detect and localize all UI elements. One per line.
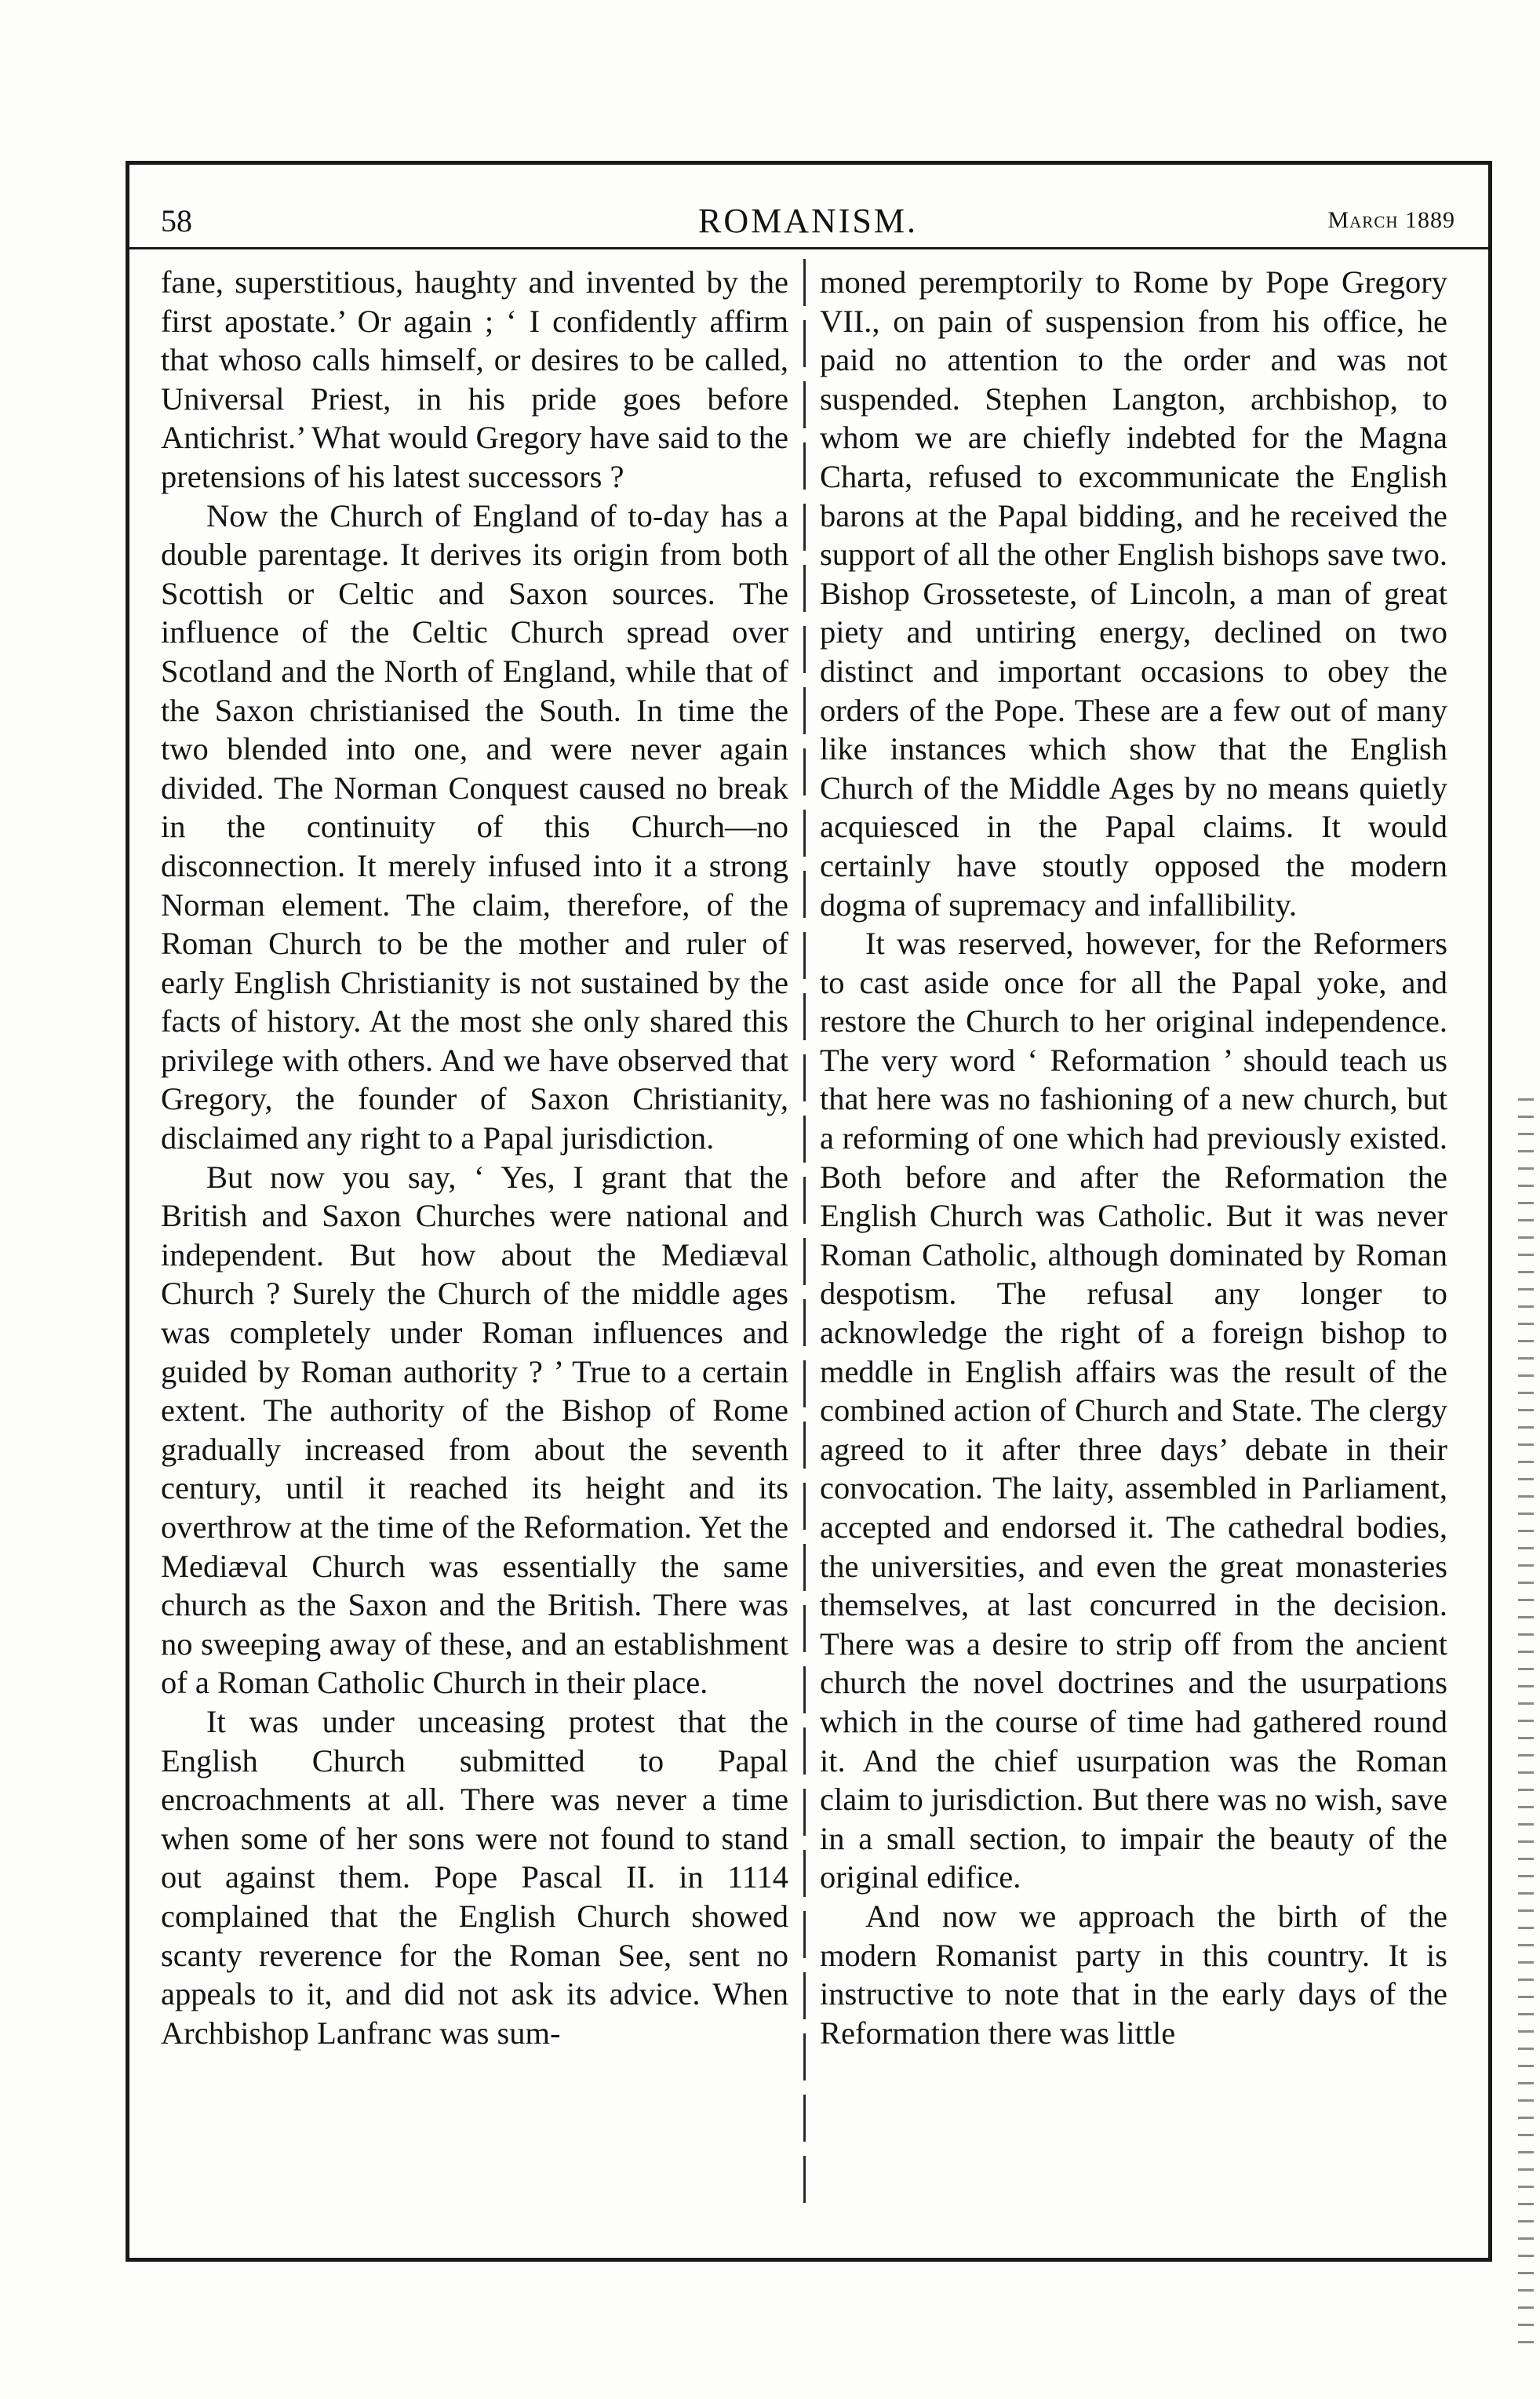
header-rule xyxy=(126,247,1492,249)
paragraph: And now we approach the birth of the modern Romanist party in this country. It is instructive to note that in the early days of the Reformation there was little xyxy=(820,1898,1447,2051)
frame-left-rule xyxy=(126,161,129,2262)
running-title: ROMANISM. xyxy=(697,202,919,240)
left-column xyxy=(161,263,788,2052)
paragraph: But now you say, ‘ Yes, I grant that the British and Saxon Churches were national and independent. But how about the Mediæval Church ? Surely the Church of the middle ages was completely under Roman influences and guided by Roman authority ? ’ True to a certain extent. The authority of the Bishop of Rome gradually increased from about the seventh century, until it reached its height and its overthrow at the time of the Reformation. Yet the Mediæval Church was essentially the same church as the Saxon and the British. There was no sweeping away of these, and an establishment of a Roman Catholic Church in their place. xyxy=(161,1159,788,1701)
frame-bottom-rule xyxy=(126,2258,1492,2262)
page-header xyxy=(161,196,1455,243)
page-number: 58 xyxy=(161,203,192,238)
frame-right-rule xyxy=(1488,161,1492,2262)
column-divider xyxy=(803,259,806,2204)
issue-date: March 1889 xyxy=(1327,207,1455,233)
frame-top-rule xyxy=(126,161,1492,165)
right-column xyxy=(820,263,1447,2052)
paragraph: It was reserved, however, for the Reformers to cast aside once for all the Papal yoke, and restore the Church to her original independence. The very word ‘ Reformation ’ should teach us that here was no fashioning of a new church, but a reforming of one which had previously existed. Both before and after the Reformation the English Church was Catholic. But it was never Roman Catholic, although dominated by Roman despotism. The refusal any longer to acknowledge the right of a foreign bishop to meddle in English affairs was the result of the combined action of Church and State. The clergy agreed to it after three days’ debate in their convocation. The laity, assembled in Parliament, accepted and endorsed it. The cathedral bodies, the universities, and even the great monasteries themselves, at last concurred in the decision. There was a desire to strip off from the ancient church the novel doctrines and the usurpations which in the course of time had gathered round it. And the chief usurpation was the Roman claim to jurisdiction. But there was no wish, save in a small section, to impair the beauty of the original edifice. xyxy=(820,926,1447,1895)
scan-edge-marks xyxy=(1518,1098,1534,2353)
paragraph: It was under unceasing protest that the English Church submitted to Papal encroachments at all. There was never a time when some of her sons were not found to stand out against them. Pope Pascal II. in 1114 complained that the English Church showed scanty reverence for the Roman See, sent no appeals to it, and did not ask its advice. When Archbishop Lanfranc was sum- xyxy=(161,1703,788,2051)
paragraph: moned peremptorily to Rome by Pope Gregory VII., on pain of suspension from his office, he paid no attention to the order and was not suspended. Stephen Langton, archbishop, to whom we are chiefly indebted for the Magna Charta, refused to excommunicate the English barons at the Papal bidding, and he received the support of all the other English bishops save two. Bishop Grosseteste, of Lincoln, a man of great piety and untiring energy, declined on two distinct and important occasions to obey the orders of the Pope. These are a few out of many like instances which show that the English Church of the Middle Ages by no means quietly acquiesced in the Papal claims. It would certainly have stoutly opposed the modern dogma of supremacy and infallibility. xyxy=(820,264,1447,923)
paragraph: Now the Church of England of to-day has a double parentage. It derives its origin from both Scottish or Celtic and Saxon sources. The influence of the Celtic Church spread over Scotland and the North of England, while that of the Saxon christianised the South. In time the two blended into one, and were never again divided. The Norman Conquest caused no break in the continuity of this Church—no disconnection. It merely infused into it a strong Norman element. The claim, therefore, of the Roman Church to be the mother and ruler of early English Christianity is not sustained by the facts of history. At the most she only shared this privilege with others. And we have observed that Gregory, the founder of Saxon Christianity, disclaimed any right to a Papal jurisdiction. xyxy=(161,497,788,1156)
paragraph: fane, superstitious, haughty and invented by the first apostate.’ Or again ; ‘ I confidently affirm that whoso calls himself, or desires to be called, Universal Priest, in his pride goes before Antichrist.’ What would Gregory have said to the pretensions of his latest successors ? xyxy=(161,264,788,494)
